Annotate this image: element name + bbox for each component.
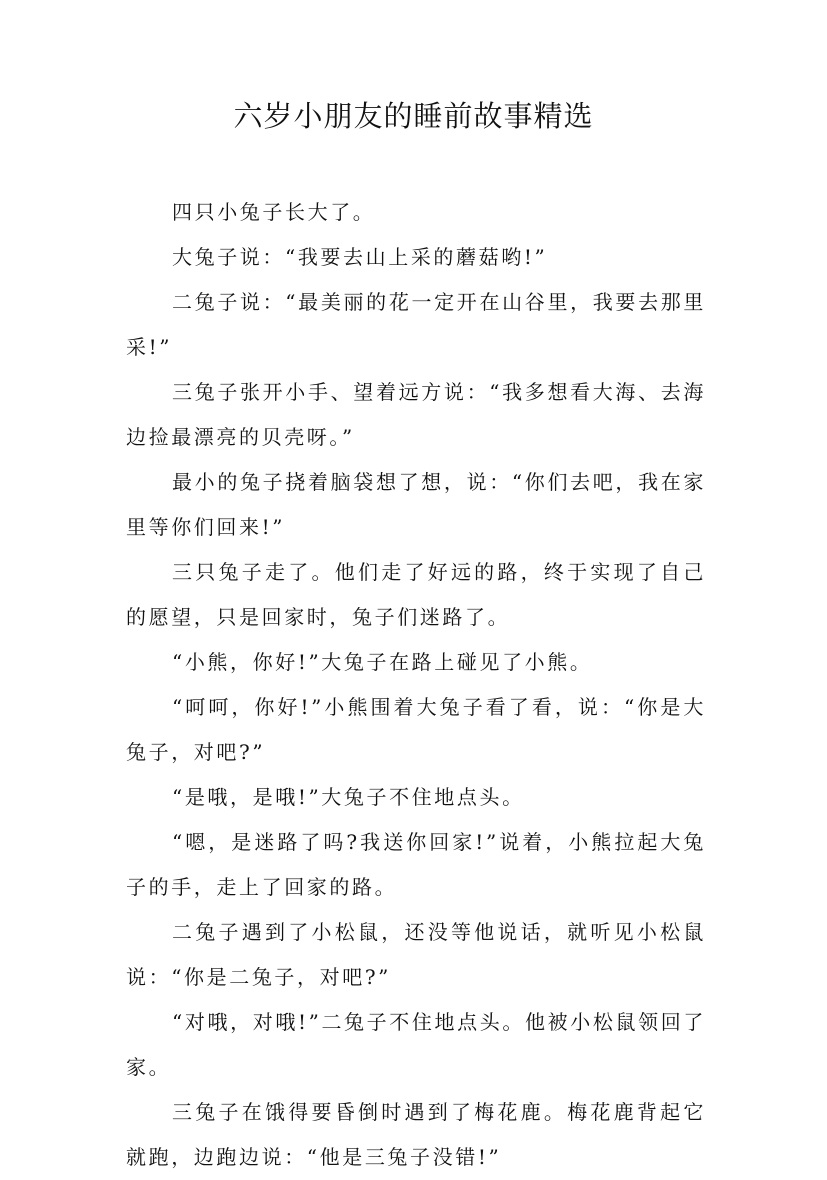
paragraph: 三只兔子走了。他们走了好远的路，终于实现了自己的愿望，只是回家时，兔子们迷路了。 [126, 560, 706, 629]
paragraph: 最小的兔子挠着脑袋想了想，说：“你们去吧，我在家里等你们回来!” [126, 470, 706, 539]
paragraph: “小熊，你好!”大兔子在路上碰见了小熊。 [172, 650, 593, 674]
paragraph: “是哦，是哦!”大兔子不住地点头。 [172, 785, 525, 809]
paragraph: 二兔子说：“最美丽的花一定开在山谷里，我要去那里采!” [126, 290, 706, 359]
paragraph: 三兔子在饿得要昏倒时遇到了梅花鹿。梅花鹿背起它就跑，边跑边说：“他是三兔子没错!” [126, 1100, 706, 1169]
paragraph: “对哦，对哦!”二兔子不住地点头。他被小松鼠领回了家。 [126, 1010, 706, 1079]
paragraph: 二兔子遇到了小松鼠，还没等他说话，就听见小松鼠说：“你是二兔子，对吧?” [126, 920, 706, 989]
paragraph: “嗯，是迷路了吗?我送你回家!”说着，小熊拉起大兔子的手，走上了回家的路。 [126, 830, 706, 899]
page-title: 六岁小朋友的睡前故事精选 [233, 99, 594, 133]
paragraph: 四只小兔子长大了。 [172, 200, 376, 224]
paragraph: “呵呵，你好!”小熊围着大兔子看了看，说：“你是大兔子，对吧?” [126, 695, 706, 764]
paragraph: 大兔子说：“我要去山上采的蘑菇哟!” [172, 245, 548, 269]
paragraph: 三兔子张开小手、望着远方说：“我多想看大海、去海边捡最漂亮的贝壳呀。” [126, 380, 706, 449]
story-body [126, 190, 706, 1180]
